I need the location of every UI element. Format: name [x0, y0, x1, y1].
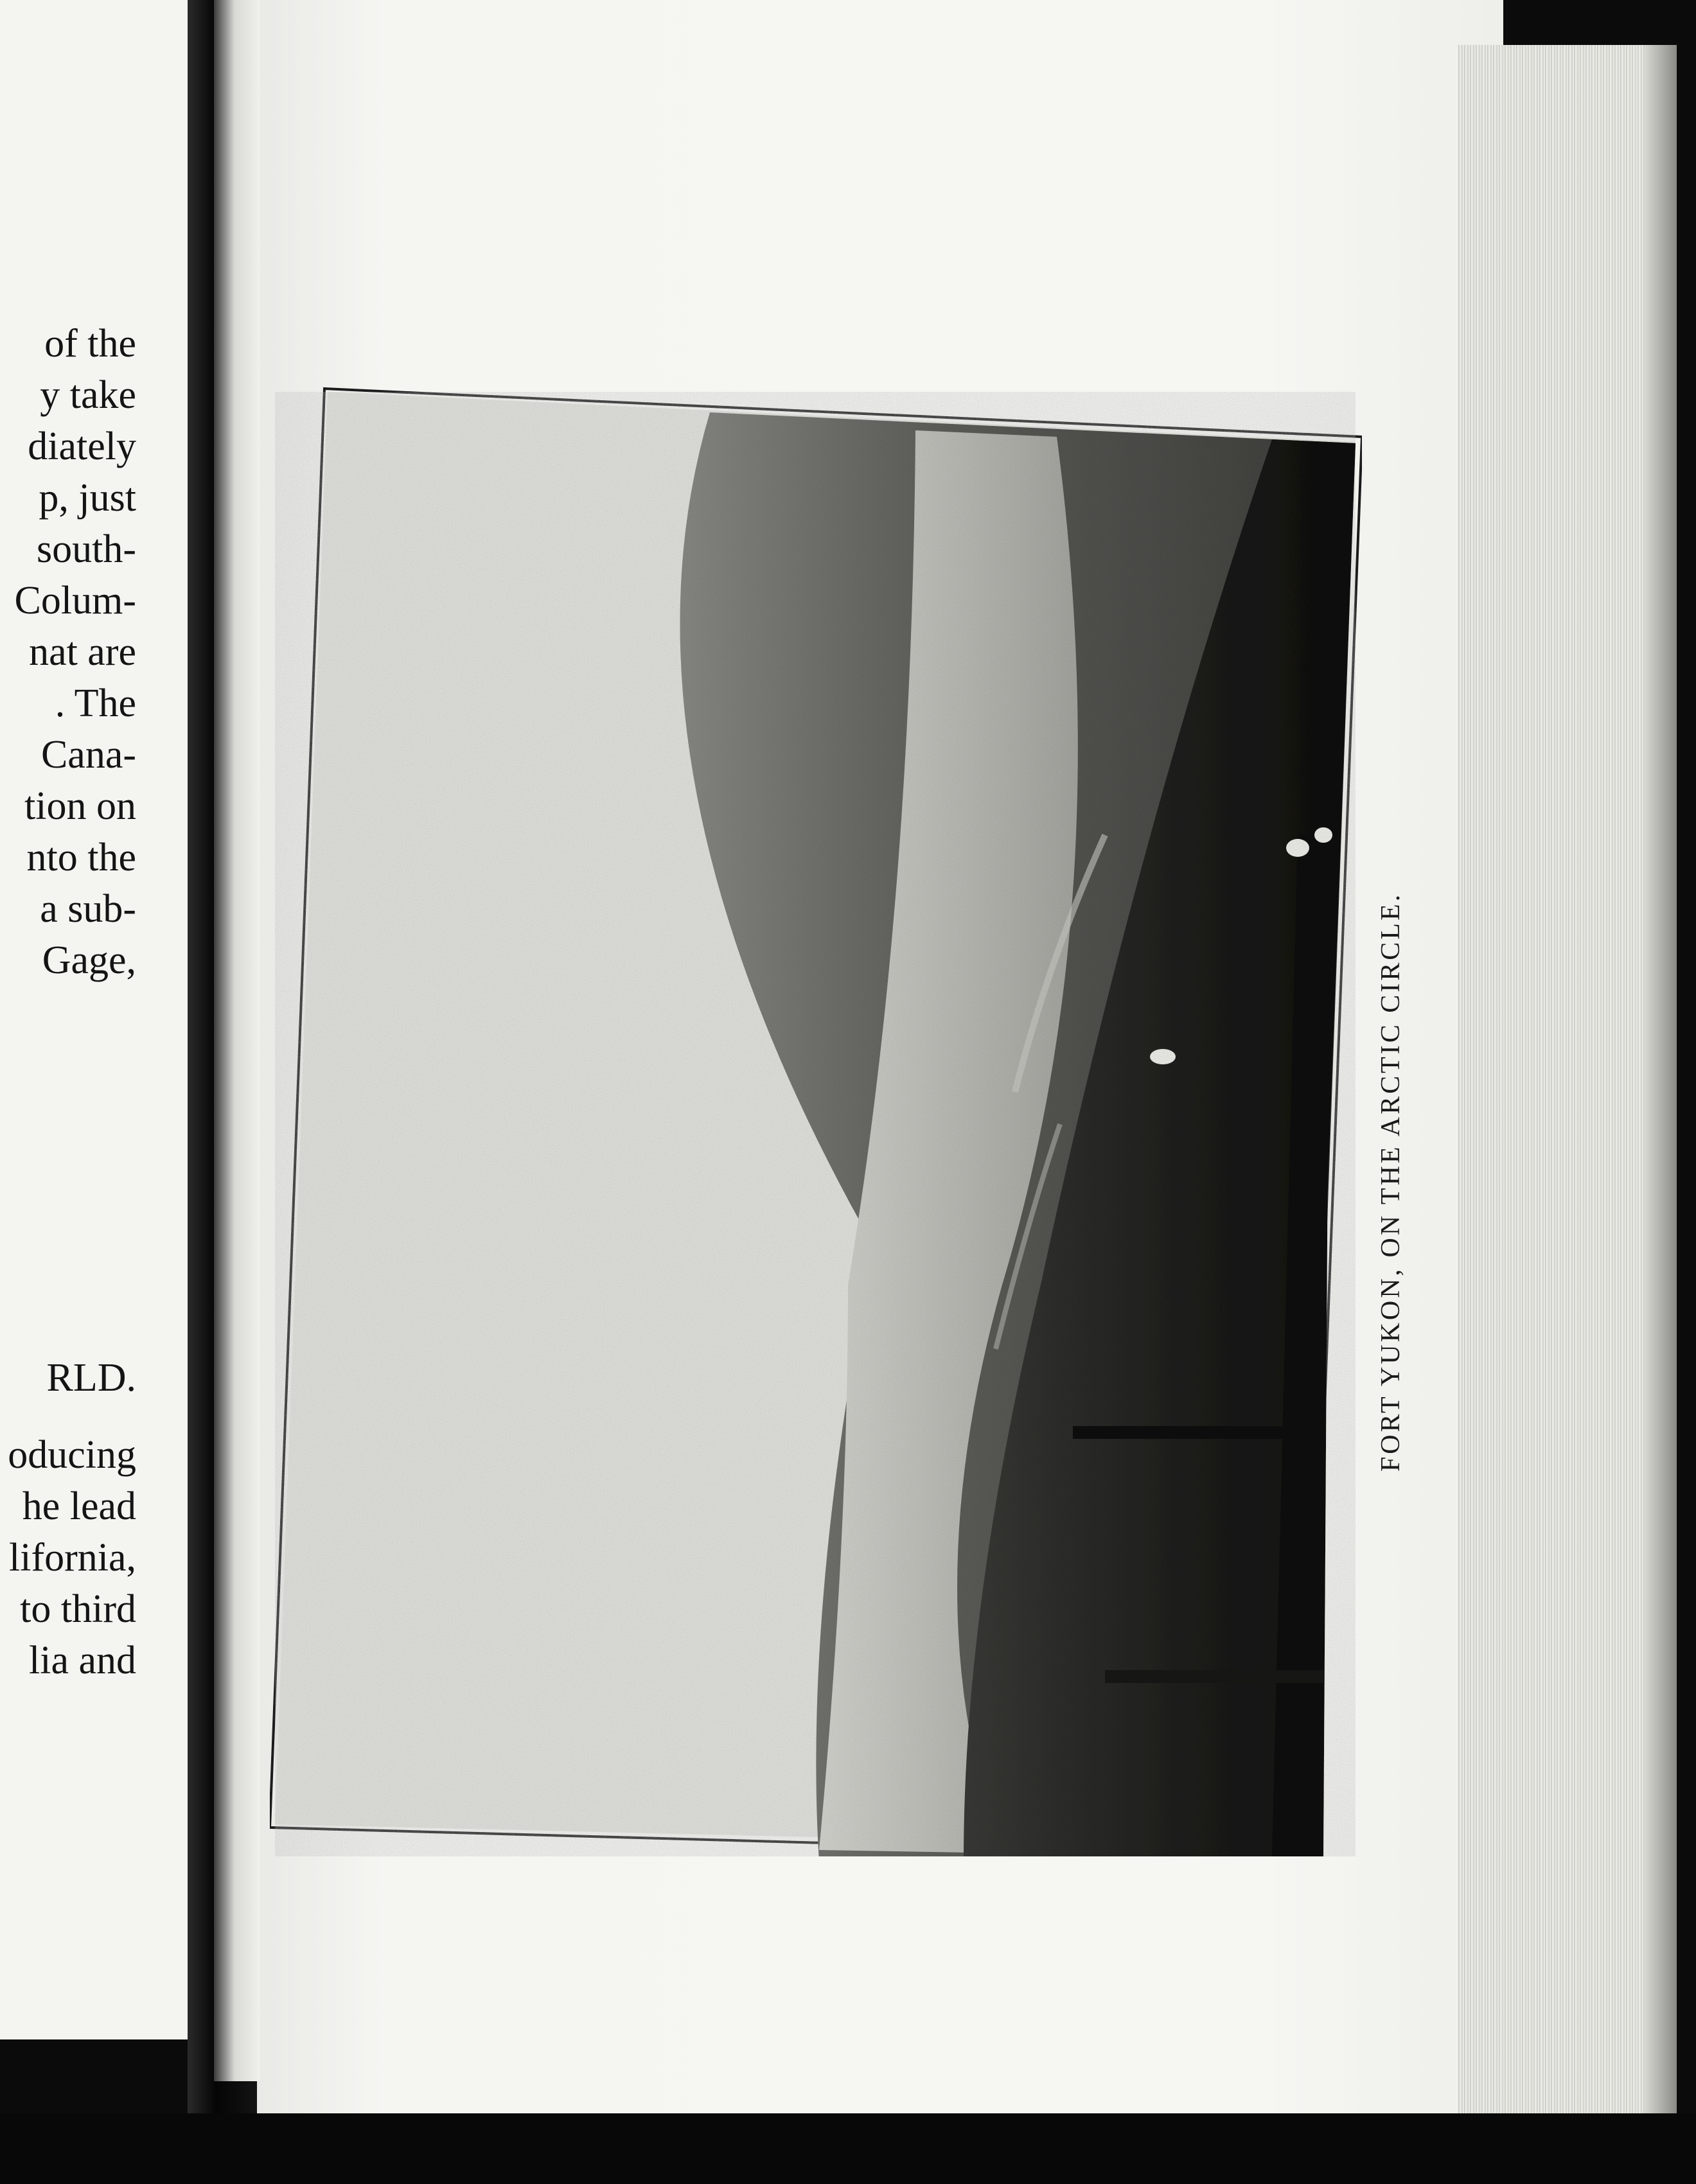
left-page-line: he lead — [22, 1484, 136, 1528]
left-page-text-block — [15, 318, 136, 986]
photo-caption: FORT YUKON, ON THE ARCTIC CIRCLE. — [1376, 892, 1406, 1472]
left-page-line: lifornia, — [9, 1536, 136, 1580]
left-page-line: nat are — [29, 630, 136, 674]
photo-plate — [270, 385, 1362, 1856]
left-page-line: a sub- — [40, 887, 136, 931]
left-page-line: to third — [20, 1587, 136, 1631]
left-page-line: Colum- — [14, 579, 136, 622]
left-page-line: of the — [44, 322, 136, 365]
left-page — [0, 0, 212, 2039]
left-page-line: lia and — [29, 1639, 136, 1682]
left-page-line: p, just — [39, 476, 136, 520]
page-edges — [1458, 45, 1677, 2158]
left-page-text-block-lower — [8, 1429, 136, 1686]
page-edges-shadow — [1645, 45, 1677, 2158]
landscape-photo — [270, 385, 1362, 1856]
left-page-line: y take — [40, 373, 136, 417]
left-page-line: . The — [55, 682, 136, 725]
left-page-line: nto the — [26, 836, 136, 879]
left-page-line: south- — [37, 527, 136, 571]
left-page-line: Cana- — [40, 733, 136, 777]
left-page-line: tion on — [24, 784, 136, 828]
page-fold — [214, 0, 260, 2081]
left-page-line: Gage, — [42, 938, 136, 982]
left-page-heading: RLD. — [46, 1356, 136, 1400]
scan-bottom-edge — [0, 2113, 1696, 2184]
left-page-line: diately — [28, 425, 136, 468]
left-page-line: oducing — [8, 1433, 136, 1477]
